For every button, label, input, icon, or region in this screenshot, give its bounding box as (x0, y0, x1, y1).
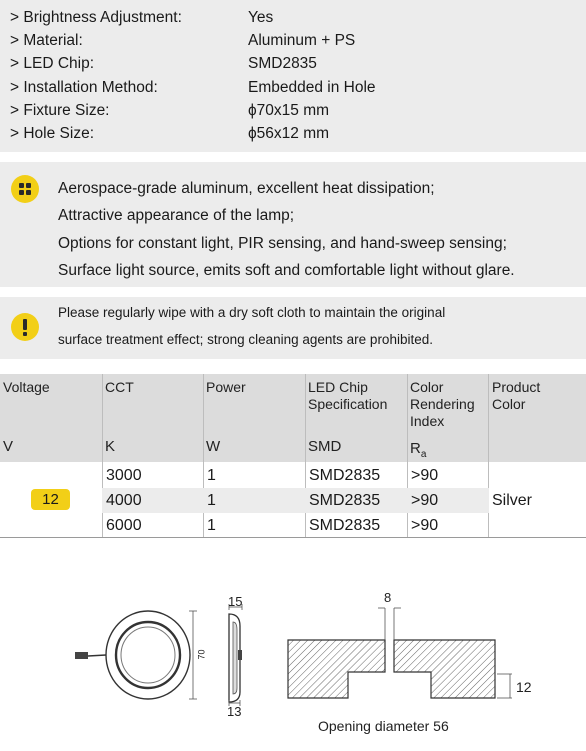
dim-groove-label: 8 (384, 590, 392, 605)
dimension-drawing (0, 560, 586, 751)
unit-cri (410, 440, 426, 464)
spec-value: Yes (248, 9, 274, 26)
cell-power: 1 (207, 467, 216, 484)
spec-key: > Hole Size: (10, 125, 95, 142)
header-cri: Color (410, 379, 444, 395)
spec-value: ϕ70x15 mm (248, 102, 330, 119)
cell-cri: >90 (411, 517, 439, 534)
spec-key: > Installation Method: (10, 79, 158, 96)
cell-cri: >90 (411, 492, 439, 509)
drawing-caption: Opening diameter 56 (318, 718, 449, 734)
dim-depth-label: 12 (516, 679, 532, 695)
header-cri-line2: Rendering (410, 396, 475, 412)
dim-thickness-bottom-label: 13 (227, 704, 242, 719)
cell-power: 1 (207, 492, 216, 509)
table-bottom-rule (0, 537, 586, 538)
dim-thickness-top-label: 15 (228, 594, 243, 609)
unit-power: W (206, 438, 221, 455)
spec-key: > Material: (10, 32, 83, 49)
spec-value: ϕ56x12 mm (248, 125, 330, 142)
dim-height-label: 70 (196, 649, 207, 660)
product-color-cell: Silver (492, 492, 533, 509)
unit-chip: SMD (308, 438, 342, 455)
spec-value: Embedded in Hole (248, 79, 376, 96)
cell-chip: SMD2835 (309, 492, 381, 509)
voltage-badge: 12 (31, 489, 70, 510)
cell-cct: 6000 (106, 517, 142, 534)
lamp-front-view (75, 611, 197, 699)
spec-key: > LED Chip: (10, 55, 95, 72)
table-row (102, 463, 489, 488)
table-row (102, 513, 489, 538)
spec-key: > Brightness Adjustment: (10, 9, 182, 26)
feature-grid-icon (11, 175, 39, 203)
header-cri-line3: Index (410, 413, 445, 429)
cell-chip: SMD2835 (309, 517, 381, 534)
exclamation-icon (11, 313, 39, 341)
feature-line: Attractive appearance of the lamp; (58, 207, 295, 224)
header-product-color: Product (492, 379, 541, 395)
cell-cri: >90 (411, 467, 439, 484)
spec-value: Aluminum + PS (248, 32, 356, 49)
header-led-chip: LED Chip (308, 379, 368, 395)
header-voltage: Voltage (3, 379, 50, 395)
warning-line: Please regularly wipe with a dry soft cloth to maintain the original (58, 305, 446, 320)
table-row (102, 488, 489, 513)
feature-line: Surface light source, emits soft and comfortable light without glare. (58, 262, 515, 279)
header-led-chip-line2: Specification (308, 396, 388, 412)
unit-cri-sub: a (420, 449, 427, 460)
unit-cct: K (105, 438, 116, 455)
feature-line: Aerospace-grade aluminum, excellent heat dissipation; (58, 180, 435, 197)
spec-key: > Fixture Size: (10, 102, 110, 119)
lamp-side-view (229, 604, 242, 706)
header-cct: CCT (105, 379, 134, 395)
header-power: Power (206, 379, 246, 395)
cell-power: 1 (207, 517, 216, 534)
feature-line: Options for constant light, PIR sensing, and hand-sweep sensing; (58, 235, 507, 252)
warning-line: surface treatment effect; strong cleaning agents are prohibited. (58, 332, 433, 347)
cell-cct: 4000 (106, 492, 142, 509)
cell-cct: 3000 (106, 467, 142, 484)
hole-cross-section (288, 608, 512, 698)
header-product-color-line2: Color (492, 396, 526, 412)
unit-cri-main: R (410, 440, 421, 457)
spec-value: SMD2835 (248, 55, 317, 72)
cell-chip: SMD2835 (309, 467, 381, 484)
unit-voltage: V (3, 438, 14, 455)
